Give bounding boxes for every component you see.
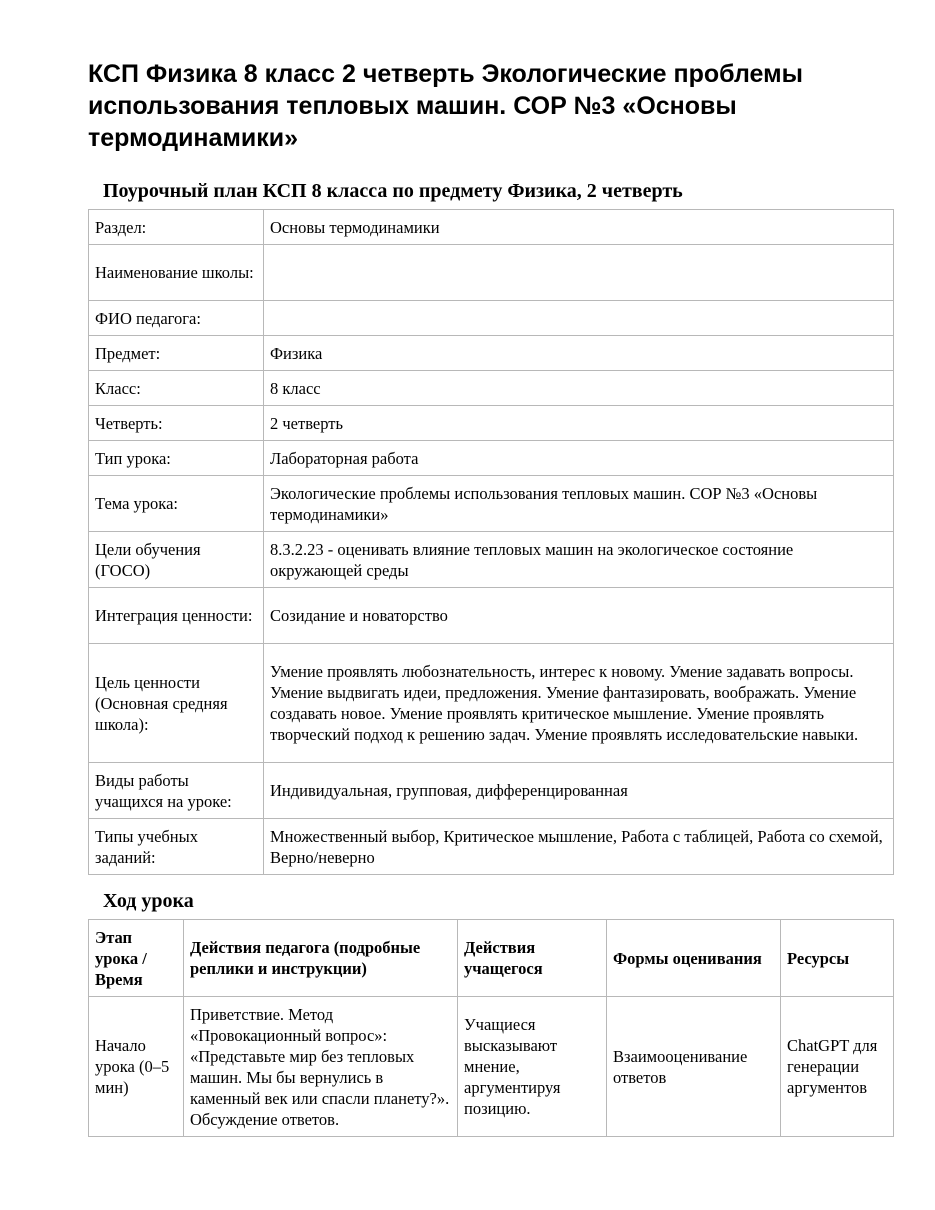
column-header-resources: Ресурсы xyxy=(781,920,894,997)
cell-resources: ChatGPT для генерации аргументов xyxy=(781,997,894,1137)
table-row xyxy=(89,406,894,441)
row-value: Лабораторная работа xyxy=(264,441,894,476)
column-header-student-actions: Действия учащегося xyxy=(458,920,607,997)
row-value: Умение проявлять любознательность, интерес к новому. Умение задавать вопросы. Умение выдвигать идеи, предложения. Умение фантазировать, воображать. Умение создавать новое. Умение проявлять критическое мышление. Умение проявлять творческий подход к решению задач. Умение проявлять исследовательские навыки. xyxy=(264,644,894,763)
table-row xyxy=(89,588,894,644)
row-value: 2 четверть xyxy=(264,406,894,441)
table-row xyxy=(89,763,894,819)
row-label: Виды работы учащихся на уроке: xyxy=(89,763,264,819)
table-row xyxy=(89,476,894,532)
row-label: Интеграция ценности: xyxy=(89,588,264,644)
cell-stage: Начало урока (0–5 мин) xyxy=(89,997,184,1137)
cell-student-actions: Учащиеся высказывают мнение, аргументируя позицию. xyxy=(458,997,607,1137)
row-value: 8 класс xyxy=(264,371,894,406)
row-label: Типы учебных заданий: xyxy=(89,819,264,875)
lesson-flow-heading: Ход урока xyxy=(103,890,194,912)
table-header-row xyxy=(89,920,894,997)
cell-assessment: Взаимооценивание ответов xyxy=(607,997,781,1137)
row-value: Основы термодинамики xyxy=(264,210,894,245)
row-value: Физика xyxy=(264,336,894,371)
row-label: Тема урока: xyxy=(89,476,264,532)
row-label: Цели обучения (ГОСО) xyxy=(89,532,264,588)
row-value: 8.3.2.23 - оценивать влияние тепловых машин на экологическое состояние окружающей среды xyxy=(264,532,894,588)
row-label: Раздел: xyxy=(89,210,264,245)
cell-teacher-actions: Приветствие. Метод «Провокационный вопрос»: «Представьте мир без тепловых машин. Мы бы вернулись в каменный век или спасли планету?». Обсуждение ответов. xyxy=(184,997,458,1137)
row-label: Тип урока: xyxy=(89,441,264,476)
column-header-teacher-actions: Действия педагога (подробные реплики и инструкции) xyxy=(184,920,458,997)
column-header-assessment: Формы оценивания xyxy=(607,920,781,997)
lesson-plan-table xyxy=(88,209,894,875)
row-value xyxy=(264,301,894,336)
table-row xyxy=(89,441,894,476)
row-label: Четверть: xyxy=(89,406,264,441)
lesson-flow-table xyxy=(88,919,894,1137)
table-row xyxy=(89,997,894,1137)
document-title: КСП Физика 8 класс 2 четверть Экологические проблемы использования тепловых машин. СОР №3 «Основы термодинамики» xyxy=(88,60,803,152)
column-header-stage: Этап урока / Время xyxy=(89,920,184,997)
table-row xyxy=(89,301,894,336)
table-row xyxy=(89,819,894,875)
row-label: Класс: xyxy=(89,371,264,406)
row-label: Предмет: xyxy=(89,336,264,371)
row-value xyxy=(264,245,894,301)
row-label: Наименование школы: xyxy=(89,245,264,301)
table-row xyxy=(89,644,894,763)
row-label: Цель ценности (Основная средняя школа): xyxy=(89,644,264,763)
row-label: ФИО педагога: xyxy=(89,301,264,336)
document-page xyxy=(88,58,893,1137)
table-row xyxy=(89,532,894,588)
table-row xyxy=(89,210,894,245)
table-row xyxy=(89,336,894,371)
row-value: Экологические проблемы использования тепловых машин. СОР №3 «Основы термодинамики» xyxy=(264,476,894,532)
plan-heading: Поурочный план КСП 8 класса по предмету Физика, 2 четверть xyxy=(103,180,683,202)
row-value: Созидание и новаторство xyxy=(264,588,894,644)
table-row xyxy=(89,245,894,301)
row-value: Индивидуальная, групповая, дифференцированная xyxy=(264,763,894,819)
row-value: Множественный выбор, Критическое мышление, Работа с таблицей, Работа со схемой, Верно/неверно xyxy=(264,819,894,875)
table-row xyxy=(89,371,894,406)
